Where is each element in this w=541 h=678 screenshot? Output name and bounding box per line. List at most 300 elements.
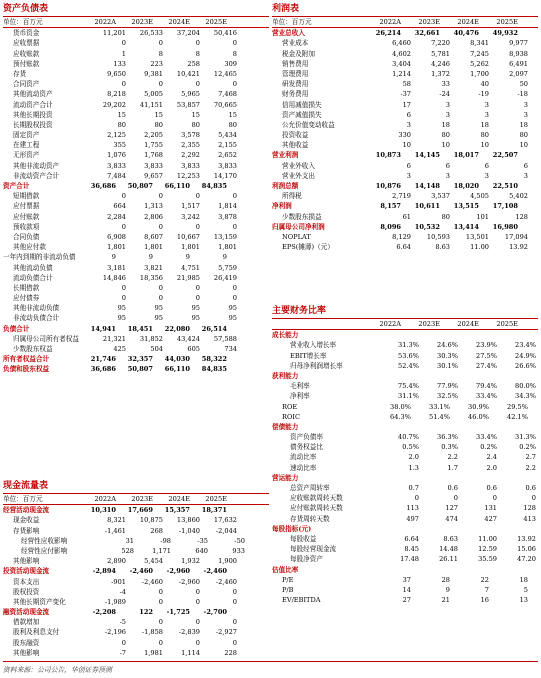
cell-value: 2.0 — [486, 463, 497, 472]
table-row — [272, 38, 538, 48]
cell-value: 50,807 — [127, 182, 153, 190]
cell-value — [440, 371, 479, 381]
table-row — [3, 100, 269, 110]
cell-value: -1,989 — [104, 597, 126, 606]
cell-value: 2,652 — [218, 151, 237, 160]
cell-value: 0 — [158, 597, 163, 606]
table-row — [3, 648, 269, 658]
table-row — [3, 49, 269, 59]
cell-value: 24.9% — [515, 351, 536, 360]
row-label: 其他长期资产变化 — [13, 597, 66, 606]
cell-value: 0.3% — [441, 443, 458, 452]
cell-value: 14,145 — [414, 151, 440, 160]
cell-value: -2,460 — [203, 567, 227, 576]
cell-value: 1,076 — [107, 151, 126, 160]
cell-value: 31 — [125, 536, 134, 545]
table-row — [272, 381, 538, 391]
cell-value: 2,205 — [144, 131, 163, 140]
cell-value: 2.7 — [525, 453, 536, 462]
cell-value — [401, 371, 440, 381]
cell-value: 1,214 — [392, 69, 411, 78]
table-row — [3, 263, 269, 273]
row-label: 一年内到期的非流动负债 — [3, 253, 76, 262]
row-label: 其他非流动负债 — [13, 304, 60, 313]
cell-value: 38.0% — [390, 402, 411, 411]
cell-value: 30.3% — [437, 351, 458, 360]
unit-label — [272, 319, 362, 329]
cell-value — [440, 330, 479, 340]
cell-value: 6 — [445, 161, 450, 170]
ratios-title: 主要财务比率 — [272, 305, 538, 319]
table-row — [272, 222, 538, 232]
cell-value: -2,460 — [129, 567, 153, 576]
cell-value: 15 — [228, 110, 237, 119]
table-row — [3, 140, 269, 150]
cell-value: 8.45 — [404, 545, 419, 554]
table-row — [3, 191, 269, 201]
income-statement-panel — [272, 3, 538, 252]
cell-value: 5 — [523, 585, 528, 594]
cell-value: 17,669 — [127, 506, 153, 515]
cell-value: 22,507 — [492, 151, 518, 160]
cell-value: 31.1% — [398, 392, 419, 401]
row-label: 每股指标(元) — [272, 524, 312, 533]
cell-value: 18,017 — [453, 151, 479, 160]
table-row — [272, 242, 538, 252]
balance-sheet-panel — [3, 3, 269, 375]
cell-value: 0.7 — [408, 484, 419, 492]
row-label: 其他流动负债 — [13, 263, 53, 272]
col-2024e: 2024E — [457, 18, 479, 26]
cell-value: 0.6 — [447, 484, 458, 492]
table-row — [3, 130, 269, 140]
row-label: 其他非流动资产 — [13, 161, 60, 170]
col-2024e: 2024E — [168, 18, 190, 26]
cell-value: 95 — [117, 314, 126, 323]
table-row — [272, 493, 538, 503]
cell-value: 0 — [232, 587, 237, 596]
table-row — [3, 597, 269, 607]
row-label: 净利润 — [272, 202, 292, 211]
table-row — [3, 242, 269, 252]
cell-value: 0 — [232, 294, 237, 303]
table-row — [272, 161, 538, 171]
row-label: 经营性应付影响 — [21, 546, 68, 555]
cell-value: 37 — [402, 575, 411, 584]
row-label: 现金收益 — [13, 516, 40, 525]
cell-value: 3,833 — [218, 161, 237, 170]
cell-value: 13,501 — [465, 232, 489, 241]
cell-value — [479, 565, 518, 575]
table-row — [272, 191, 538, 201]
cell-value: 80 — [154, 120, 163, 129]
cell-value — [440, 565, 479, 575]
row-label: 存货影响 — [13, 526, 40, 535]
cell-value: 0 — [158, 618, 163, 627]
row-label: 资产合计 — [3, 182, 30, 190]
table-row — [272, 554, 538, 564]
cash-flow-title: 现金流量表 — [3, 480, 269, 494]
cell-value: 10,876 — [375, 182, 401, 190]
cell-value: 50,807 — [127, 365, 153, 374]
table-row — [272, 483, 538, 493]
row-label: 营业外支出 — [282, 171, 315, 180]
cell-value: 4,246 — [431, 59, 450, 68]
cell-value: 9,657 — [144, 171, 163, 180]
cell-value: 10 — [480, 141, 489, 150]
cell-value: 79.4% — [476, 382, 497, 391]
cell-value: 43,424 — [176, 334, 200, 343]
cell-value: 33.1% — [429, 402, 450, 411]
cell-value: 13,860 — [176, 516, 200, 525]
cell-value: 21,321 — [102, 334, 126, 343]
cell-value: 95 — [228, 304, 237, 313]
table-row — [3, 252, 269, 262]
cell-value: -2,196 — [104, 628, 126, 637]
col-2023e: 2023E — [418, 18, 440, 26]
table-row — [272, 100, 538, 110]
cell-value: 50 — [519, 80, 528, 89]
cell-value: 22,080 — [164, 324, 190, 333]
cell-value: -50 — [234, 536, 245, 545]
cell-value: 640 — [195, 546, 208, 555]
cell-value: 1,171 — [152, 546, 171, 555]
table-row — [3, 212, 269, 222]
cell-value: 10,667 — [176, 232, 200, 241]
cell-value — [362, 524, 401, 534]
row-label: 每股收益 — [290, 534, 317, 543]
cell-value: 29,202 — [102, 100, 126, 109]
row-label: 毛利率 — [290, 382, 310, 391]
row-label: 营业收入增长率 — [290, 341, 337, 350]
table-row — [3, 59, 269, 69]
row-label: 投资收益 — [282, 131, 309, 140]
cell-value: 8,096 — [380, 222, 401, 231]
cell-value: 8,321 — [107, 516, 126, 525]
table-row — [3, 69, 269, 79]
row-label: 其他流动资产 — [13, 90, 53, 99]
cell-value: 5,781 — [431, 49, 450, 58]
cell-value: 15,357 — [164, 506, 190, 515]
table-row — [3, 181, 269, 191]
row-label: ROIC — [282, 412, 301, 421]
row-label: 预付账款 — [13, 59, 40, 68]
cell-value: 9 — [222, 253, 227, 262]
cell-value: 1,517 — [181, 202, 200, 211]
cell-value: 30.1% — [437, 361, 458, 370]
cell-value — [479, 330, 518, 340]
cell-value: 2.2 — [525, 463, 536, 472]
cell-value: 0 — [158, 283, 163, 292]
cell-value: 0 — [121, 283, 126, 292]
cell-value: 15.06 — [517, 545, 536, 554]
cell-value: 32,357 — [127, 355, 153, 364]
cell-value: 4,505 — [470, 192, 489, 201]
cell-value: -901 — [111, 577, 126, 586]
table-row — [272, 432, 538, 442]
row-label: 投资活动现金流 — [3, 567, 50, 576]
cell-value: 11,201 — [102, 29, 126, 38]
cell-value: 6 — [523, 161, 528, 170]
cell-value: 1,981 — [144, 648, 163, 657]
cell-value: 10,532 — [414, 222, 440, 231]
cell-value: 6,460 — [392, 39, 411, 48]
table-row — [272, 89, 538, 99]
cell-value: -24 — [439, 90, 450, 99]
cash-flow-panel — [3, 480, 269, 658]
table-row — [3, 28, 269, 38]
cell-value: 27.4% — [476, 361, 497, 370]
cell-value: 2,806 — [144, 212, 163, 221]
cell-value: 128 — [523, 504, 536, 513]
cell-value: 2,355 — [181, 141, 200, 150]
table-row — [272, 181, 538, 191]
cell-value: 2,097 — [509, 69, 528, 78]
row-label: 营运能力 — [272, 473, 299, 482]
cell-value: 5,759 — [218, 263, 237, 272]
cell-value: 6.64 — [404, 534, 419, 543]
cell-value: 0 — [195, 283, 200, 292]
cell-value: 3,878 — [218, 212, 237, 221]
row-label: 偿债能力 — [272, 422, 299, 431]
cell-value: 8 — [232, 49, 237, 58]
cell-value: 13,515 — [453, 202, 479, 211]
row-label: 所得税 — [282, 192, 302, 201]
cell-value: 6,491 — [509, 59, 528, 68]
cell-value: 3,537 — [431, 192, 450, 201]
cell-value: 3,833 — [107, 161, 126, 170]
cell-value: 17 — [402, 100, 411, 109]
row-label: 其他收益 — [282, 141, 309, 150]
table-row — [3, 120, 269, 130]
cell-value: 0 — [158, 222, 163, 231]
cash-flow-rows — [3, 505, 269, 658]
cell-value: 9 — [148, 253, 153, 262]
cell-value: 36.3% — [437, 433, 458, 442]
cell-value: 40 — [480, 80, 489, 89]
cell-value: 95 — [228, 314, 237, 323]
cell-value: 66,110 — [164, 182, 190, 190]
row-label: 利润总额 — [272, 182, 299, 190]
cell-value — [362, 473, 401, 483]
row-label: 成长能力 — [272, 331, 299, 340]
cell-value: 0 — [414, 494, 419, 503]
row-label: P/E — [282, 575, 294, 584]
table-row — [3, 273, 269, 283]
cash-flow-header — [3, 494, 269, 505]
col-2025e: 2025E — [496, 18, 518, 26]
cell-value: 1,932 — [181, 557, 200, 566]
table-row — [3, 505, 269, 515]
cell-value: 31,852 — [139, 334, 163, 343]
cell-value: 27.5% — [476, 351, 497, 360]
cell-value: 101 — [476, 212, 489, 221]
row-label: 流动负债合计 — [13, 273, 53, 282]
cell-value: 0 — [121, 80, 126, 89]
table-row — [272, 49, 538, 59]
cell-value: 0 — [232, 618, 237, 627]
table-row — [3, 293, 269, 303]
cell-value: 1,814 — [218, 202, 237, 211]
cell-value: -1,858 — [141, 628, 163, 637]
cell-value: 80 — [441, 131, 450, 140]
col-2024e: 2024E — [168, 495, 190, 503]
cell-value: 1.7 — [447, 463, 458, 472]
cell-value: 427 — [484, 514, 497, 523]
table-row — [3, 79, 269, 89]
table-row — [272, 402, 538, 412]
cell-value: 0 — [121, 294, 126, 303]
cell-value: 26,533 — [139, 29, 163, 38]
row-label: 短期借款 — [13, 192, 40, 201]
cell-value: 0 — [195, 80, 200, 89]
cell-value: 8.63 — [435, 243, 450, 252]
cell-value: 13.92 — [509, 243, 528, 252]
ratios-header — [272, 319, 538, 330]
cell-value: -2,460 — [141, 577, 163, 586]
cell-value: 0 — [232, 80, 237, 89]
row-label: 应付债券 — [13, 294, 40, 303]
cell-value: 1,900 — [218, 557, 237, 566]
cell-value: 2,719 — [392, 192, 411, 201]
cell-value: 0 — [158, 192, 163, 201]
table-row — [272, 544, 538, 554]
cell-value: 52.4% — [398, 361, 419, 370]
cell-value: 1,801 — [107, 243, 126, 252]
cell-value: 6 — [484, 161, 489, 170]
table-row — [3, 171, 269, 181]
table-row — [3, 556, 269, 566]
cell-value: 3,242 — [181, 212, 200, 221]
cell-value: 0 — [232, 638, 237, 647]
cell-value: 12,465 — [213, 69, 237, 78]
cell-value: 70,665 — [213, 100, 237, 109]
row-label: 少数股东权益 — [13, 345, 53, 353]
cell-value: 3,821 — [144, 263, 163, 272]
cell-value: 0.6 — [486, 484, 497, 492]
cell-value: 0 — [195, 192, 200, 201]
cell-value: 77.9% — [437, 382, 458, 391]
row-label: 存货 — [13, 69, 27, 78]
footer-divider — [3, 661, 538, 662]
cell-value: 53,857 — [176, 100, 200, 109]
row-label: 股利及利息支付 — [13, 628, 60, 637]
cell-value: 14 — [402, 585, 411, 594]
row-label: 非流动负债合计 — [13, 314, 60, 323]
cell-value: 34.3% — [515, 392, 536, 401]
cell-value — [401, 473, 440, 483]
cell-value: 80 — [191, 120, 200, 129]
row-label: 营业利润 — [272, 151, 299, 160]
cell-value — [440, 422, 479, 432]
cell-value: 10,421 — [176, 69, 200, 78]
cell-value: 23.4% — [515, 341, 536, 350]
cell-value: 0 — [158, 80, 163, 89]
cell-value: 0 — [232, 39, 237, 48]
cell-value: -98 — [160, 536, 171, 545]
cell-value: 17,108 — [492, 202, 518, 211]
cell-value: 1,700 — [470, 69, 489, 78]
cell-value: -35 — [197, 536, 208, 545]
cell-value: -5 — [119, 618, 126, 627]
cell-value: 10,611 — [414, 202, 440, 211]
cell-value: 21 — [441, 596, 450, 605]
table-row — [272, 422, 538, 432]
cell-value: 664 — [113, 202, 126, 211]
cell-value: 0 — [453, 494, 458, 503]
cell-value: 0 — [195, 597, 200, 606]
cell-value: 11.00 — [478, 534, 497, 543]
table-row — [3, 638, 269, 648]
cell-value: 46.0% — [468, 412, 489, 421]
table-row — [272, 575, 538, 585]
row-label: 合同负债 — [13, 232, 40, 241]
row-label: 其他影响 — [13, 648, 40, 657]
table-row — [3, 201, 269, 211]
cell-value: 330 — [398, 131, 411, 140]
row-label: NOPLAT — [282, 232, 311, 241]
cell-value: 84,835 — [201, 182, 227, 190]
row-label: EBIT增长率 — [290, 351, 327, 360]
cell-value: 13 — [519, 596, 528, 605]
cell-value: 61 — [402, 212, 411, 221]
table-row — [3, 110, 269, 120]
row-label: 营业成本 — [282, 39, 309, 48]
table-row — [3, 313, 269, 323]
row-label: 负债和股东权益 — [3, 365, 50, 374]
row-label: 经营性应收影响 — [21, 536, 68, 545]
cell-value: 4,751 — [181, 263, 200, 272]
unit-label: 单位：百万元 — [272, 18, 312, 26]
cell-value: 6.64 — [396, 243, 411, 252]
cell-value: 95 — [191, 304, 200, 313]
col-2023e: 2023E — [131, 18, 153, 26]
cell-value: 18,371 — [201, 506, 227, 515]
balance-sheet-title: 资产负债表 — [3, 3, 269, 17]
cell-value: -2,044 — [215, 526, 237, 535]
cell-value — [440, 473, 479, 483]
cell-value — [362, 330, 401, 340]
table-row — [272, 79, 538, 89]
cell-value: 3 — [523, 171, 528, 180]
cell-value: 7,245 — [470, 49, 489, 58]
cell-value: 133 — [113, 59, 126, 68]
table-row — [272, 595, 538, 605]
col-2025e: 2025E — [205, 18, 227, 26]
table-row — [3, 526, 269, 536]
table-row — [272, 391, 538, 401]
cell-value: 21,985 — [176, 273, 200, 282]
income-statement-header — [272, 17, 538, 28]
row-label: 应付票据 — [13, 202, 40, 211]
cell-value: 18 — [519, 120, 528, 129]
cell-value: 1,801 — [144, 243, 163, 252]
cell-value: 9,650 — [107, 69, 126, 78]
col-2022a: 2022A — [94, 495, 116, 503]
table-row — [3, 617, 269, 627]
col-2025e: 2025E — [496, 320, 518, 328]
cell-value: 528 — [121, 546, 134, 555]
row-label: 管理费用 — [282, 69, 309, 78]
table-row — [272, 212, 538, 222]
cell-value: 22,510 — [492, 182, 518, 190]
row-label: 营业外收入 — [282, 161, 315, 170]
unit-label: 单位：百万元 — [3, 18, 43, 26]
cell-value: 80.0% — [515, 382, 536, 391]
table-row — [3, 161, 269, 171]
cell-value: 8 — [195, 49, 200, 58]
cell-value: 17.48 — [400, 555, 419, 564]
